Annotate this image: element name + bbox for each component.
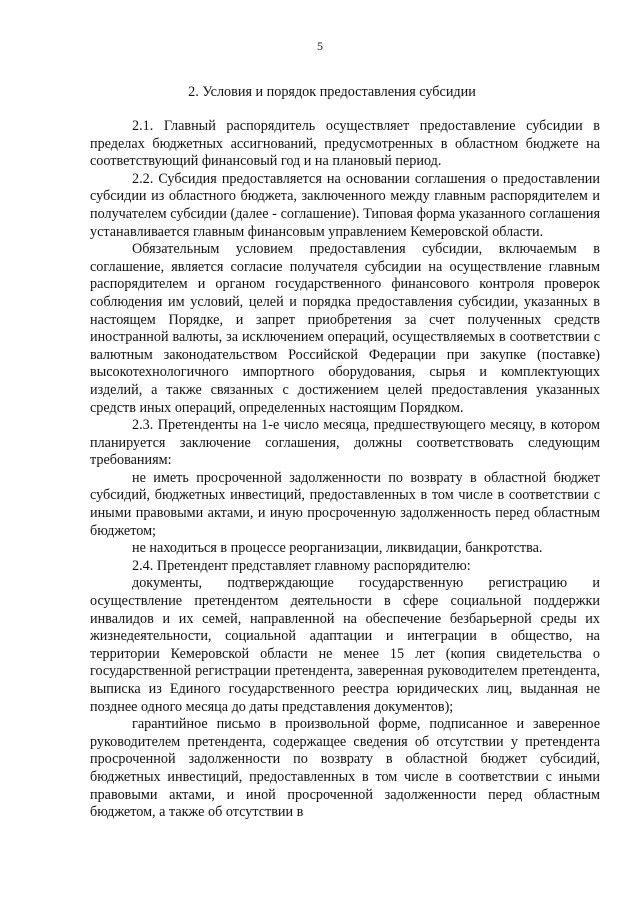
paragraph-guarantee-letter: гарантийное письмо в произвольной форме, подписанное и заверенное руководителем претендента, содержащее сведения об отсутствии у претендента просроченной задолженности по возврату в областной бюджет субсидий, бюджетных инвестиций, предоставленных в том числе в соответствии с иными правовыми актами, и иной просроченной задолженности перед областным бюджетом, а также об отсутствии в — [90, 716, 600, 821]
paragraph-2-2: 2.2. Субсидия предоставляется на основании соглашения о предоставлении субсидии из областного бюджета, заключенного между главным распорядителем и получателем субсидии (далее - соглашение). Типовая форма указанного соглашения устанавливается главным финансовым управлением Кемеровской области. — [90, 170, 600, 240]
paragraph-2-4: 2.4. Претендент представляет главному распорядителю: — [132, 557, 471, 574]
paragraph-mandatory-condition: Обязательным условием предоставления субсидии, включаемым в соглашение, является согласие получателя субсидии на осуществление главным распорядителем и органом государственного финансового контроля проверок соблюдения им условий, целей и порядка предоставления субсидии, указанных в настоящем Порядке, и запрет приобретения за счет полученных средств иностранной валюты, за исключением операций, осуществляемых в соответствии с валютным законодательством Российской Федерации при закупке (поставке) высокотехнологичного импортного оборудования, сырья и комплектующих изделий, а также связанных с достижением целей предоставления указанных средств иных операций, определенных настоящим Порядком. — [90, 241, 600, 416]
document-body — [90, 118, 600, 822]
section-title: 2. Условия и порядок предоставления субсидии — [188, 84, 476, 100]
paragraph-documents: документы, подтверждающие государственную регистрацию и осуществление претендентом деятельности в сфере социальной поддержки инвалидов и их семей, направленной на обеспечение безбарьерной среды их жизнедеятельности, социальной адаптации и интеграции в общество, на территории Кемеровской области не менее 15 лет (копия свидетельства о государственной регистрации претендента, заверенная руководителем претендента, выписка из Единого государственного реестра юридических лиц, выданная не позднее одного месяца до даты представления документов); — [90, 575, 600, 715]
paragraph-2-3: 2.3. Претенденты на 1-е число месяца, предшествующего месяцу, в котором планируется заключение соглашения, должны соответствовать следующим требованиям: — [90, 417, 600, 469]
paragraph-no-reorganization: не находиться в процессе реорганизации, ликвидации, банкротства. — [132, 540, 543, 557]
paragraph-no-debt: не иметь просроченной задолженности по возврату в областной бюджет субсидий, бюджетных инвестиций, предоставленных в том числе в соответствии с иными правовыми актами, и иную просроченную задолженность перед областным бюджетом; — [90, 469, 600, 539]
page-number: 5 — [317, 39, 323, 53]
paragraph-2-1: 2.1. Главный распорядитель осуществляет предоставление субсидии в пределах бюджетных ассигнований, предусмотренных в областном бюджете на соответствующий финансовый год и на плановый период. — [90, 118, 600, 170]
